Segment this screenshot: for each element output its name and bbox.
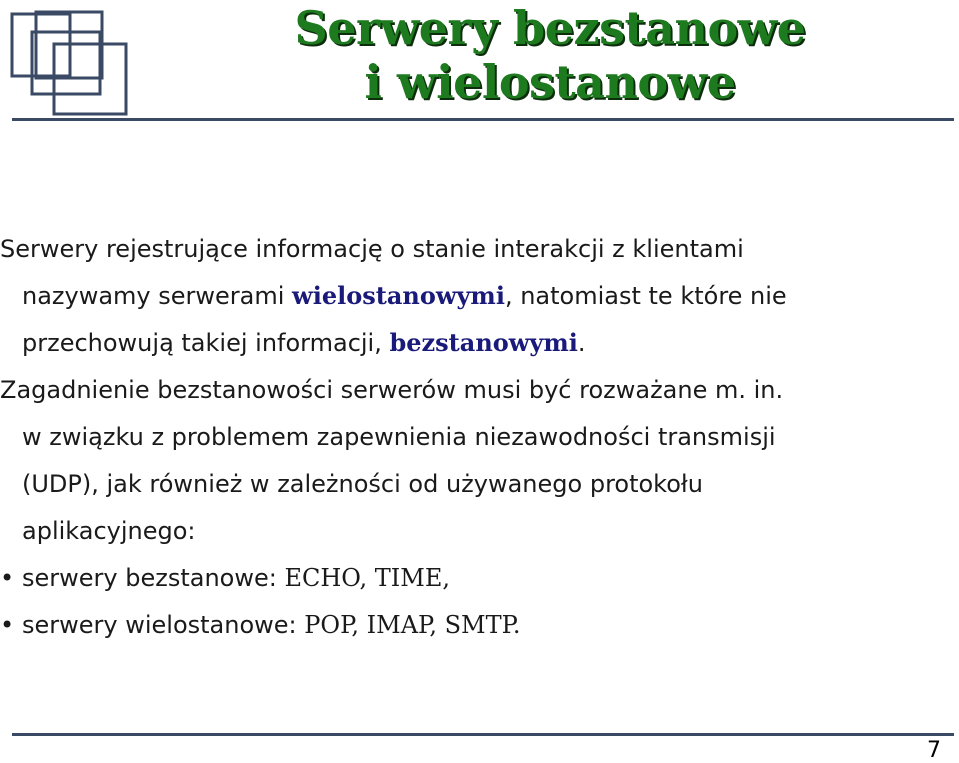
bullet-item-stateful	[0, 610, 521, 640]
bullet-icon: •	[0, 611, 15, 639]
para1-line3-pre: przechowują takiej informacji,	[22, 329, 390, 357]
para2-line4: aplikacyjnego:	[22, 517, 196, 545]
bullet-value-stateless: ECHO, TIME,	[284, 564, 451, 592]
para2-line3: (UDP), jak również w zależności od używanego protokołu	[22, 470, 703, 498]
top-divider	[12, 118, 954, 121]
para2-line1: Zagadnienie bezstanowości serwerów musi być rozważane m. in.	[0, 376, 784, 404]
para1-line2-pre: nazywamy serwerami	[22, 282, 293, 310]
bullet-label-stateful: serwery wielostanowe:	[22, 611, 305, 639]
bullet-icon: •	[0, 564, 15, 592]
para1-line1: Serwery rejestrujące informację o stanie interakcji z klientami	[0, 235, 744, 263]
bullet-value-stateful: POP, IMAP, SMTP.	[304, 611, 521, 639]
para1-line2-post: , natomiast te które nie	[504, 282, 787, 310]
bullet-item-stateless	[0, 563, 450, 593]
term-bezstanowymi: bezstanowymi	[389, 328, 578, 357]
para2-line2: w związku z problemem zapewnienia niezawodności transmisji	[22, 423, 776, 451]
bullet-label-stateless: serwery bezstanowe:	[22, 564, 285, 592]
para1-line3-post: .	[577, 329, 586, 357]
slide-title-line-2: i wielostanowe	[364, 55, 736, 109]
para1-line3	[22, 328, 586, 358]
overlapping-squares-logo-icon	[10, 8, 132, 116]
bottom-divider	[12, 733, 954, 736]
page-number: 7	[927, 738, 941, 763]
term-wielostanowymi: wielostanowymi	[292, 281, 505, 310]
slide-title-line-1: Serwery bezstanowe	[294, 1, 806, 55]
para1-line2	[22, 281, 787, 311]
